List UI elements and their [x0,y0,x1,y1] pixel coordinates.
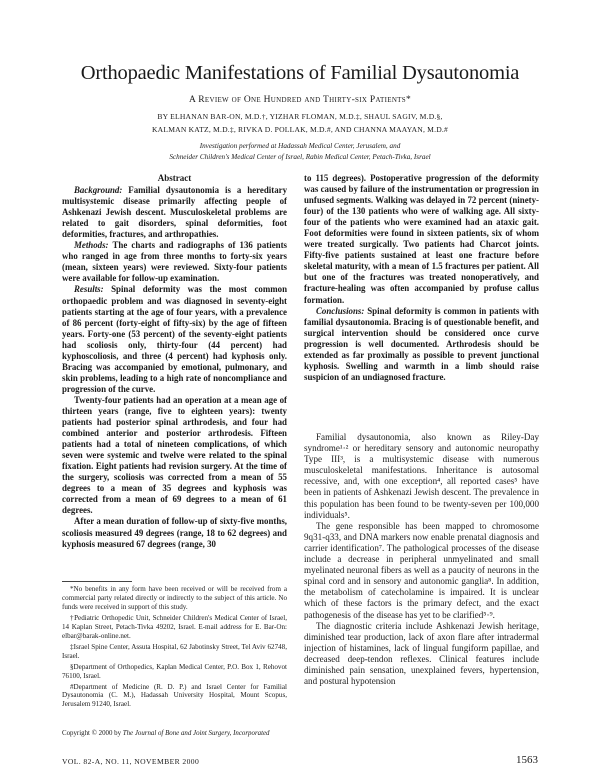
footnote-orthopedics: §Department of Orthopedics, Kaplan Medical Center, P.O. Box 1, Rehovot 76100, Israel. [62,662,287,680]
abstract-conclusions [304,306,539,383]
abstract-heading: Abstract [157,173,192,183]
results-label: Results: [74,284,104,295]
abstract-surgery-paragraph: Twenty-four patients had an operation at a mean age of thirteen years (range, five to eighteen years): twenty patients had posterior spinal arthrodesis, and four had combined anterior and posterior arthrodesis. Fifteen patients had a total of nineteen complications, of which seven were systemic and twelve were related to the spinal fixation. Eight patients had revision surgery. At the time of the surgery, scoliosis was corrected from a mean of 55 degrees to a mean of 35 degrees and kyphosis was corrected from a mean of 69 degrees to a mean of 61 degrees. [62,394,287,516]
abstract-followup-right: to 115 degrees). Postoperative progression of the deformity was caused by failure of the instrumentation or progression in unfused segments. Walking was delayed in 72 percent (ninety-four) of the 130 patients who were of walking age. All sixty-four of the patients who were examined had an ataxic gait. Foot deformities were found in sixteen patients, six of whom were treated surgically. Two patients had Charcot joints. Fifty-five patients sustained at least one fracture before skeletal maturity, with a mean of 1.5 fractures per patient. All but one of the fractures was treated nonoperatively, and fracture-healing was often accompanied by profuse callus formation. [304,173,539,305]
page-number: 1563 [516,754,538,766]
footnote-medicine: #Department of Medicine (R. D. P.) and Israel Center for Familial Dysautonomia (C. M.), Hadassah University Hospital, Mount Scopus, Jerusalem 91240, Israel. [62,682,287,709]
abstract-methods [62,240,287,284]
conclusions-text: Spinal deformity is common in patients with familial dysautonomia. Bracing is of questionable benefit, and surgical intervention should be considered once curve progression is well documented. Arthrodesis should be extended as far proximally as possible to prevent junctional kyphosis. Swelling and warmth in a limb should raise suspicion of an undiagnosed fracture. [304,305,539,382]
footnote-funding: *No benefits in any form have been received or will be received from a commercial party related directly or indirectly to the subject of this article. No funds were received in support of this study. [62,585,287,611]
abstract-background [62,185,287,240]
investigation-line-1: Investigation performed at Hadassah Medical Center, Jerusalem, and [199,142,401,150]
abstract-results [62,284,287,394]
author-list [90,110,510,136]
background-text: Familial dysautonomia is a hereditary multisystemic disease primarily affecting people of Ashkenazi Jewish descent. Musculoskeletal problems are related to gait disorders, spinal deformities, foot deformities, fractures, and arthropathies. [62,185,288,240]
body-paragraph-1: Familial dysautonomia, also known as Riley-Day syndrome¹·² or hereditary sensory and autonomic neuropathy Type III³, is a multisystemic disease with numerous musculoskeletal manifestations. Inheritance is autosomal recessive, and, with one exception⁴, all reported cases⁵ have been in patients of Ashkenazi Jewish descent. The prevalence in this population has been found to be twenty-seven per 100,000 individuals⁵. [304,432,539,520]
results-text: Spinal deformity was the most common orthopaedic problem and was diagnosed in seventy-eight patients starting at the age of four years, with a prevalence of 86 percent (forty-eight of fifty-six) by the age of fifteen years. Forty-one (53 percent) of the seventy-eight patients had scoliosis only, thirty-four (44 percent) had kyphoscoliosis, and three (4 percent) had kyphosis only. Bracing was accompanied by emotional, pulmonary, and skin problems, leading to a high rate of noncompliance and progression of the curve. [62,284,288,394]
investigation-line-2: Schneider Children's Medical Center of Israel, Rabin Medical Center, Petach-Tivka, Israel [169,152,431,161]
methods-label: Methods: [74,240,109,251]
investigation-note [60,141,540,162]
conclusions-label: Conclusions: [316,305,365,316]
authors-line-2: KALMAN KATZ, M.D.‡, RIVKA D. POLLAK, M.D.#, AND CHANNA MAAYAN, M.D.# [152,125,448,134]
footnote-pediatric-unit: †Pediatric Orthopedic Unit, Schneider Children's Medical Center of Israel, 14 Kaplan Street, Petach-Tivka 49202, Israel. E-mail address for E. Bar-On: elbar@barak-online.net. [62,613,287,640]
authors-line-1: BY ELHANAN BAR-ON, M.D.†, YIZHAR FLOMAN, M.D.‡, SHAUL SAGIV, M.D.§, [157,112,443,121]
body-paragraph-2: The gene responsible has been mapped to chromosome 9q31-q33, and DNA markers now enable prenatal diagnosis and carrier identification⁷. The pathological processes of the disease include a decrease in peripheral unmyelinated and small myelinated neuronal fibers as well as a paucity of neurons in the spinal cord and in sensory and autonomic ganglia⁸. In addition, the metabolism of catecholamine is impaired. It is unclear which of these factors is the primary defect, and the exact pathogenesis of the disease has yet to be clarified⁵·⁹. [304,520,539,620]
abstract-followup-left: After a mean duration of follow-up of sixty-five months, scoliosis measured 49 degrees (range, 18 to 62 degrees) and kyphosis measured 67 degrees (range, 30 [62,516,287,549]
journal-name: The Journal of Bone and Joint Surgery, Incorporated [122,730,270,737]
article-subtitle: A Review of One Hundred and Thirty-six Patients* [188,95,412,105]
footnotes [62,585,287,711]
abstract-left-column [62,173,287,550]
issue-info: VOL. 82-A, NO. 11, NOVEMBER 2000 [62,757,200,766]
footnote-spine-center: ‡Israel Spine Center, Assuta Hospital, 62 Jabotinsky Street, Tel Aviv 62748, Israel. [62,642,287,660]
copyright-line [62,730,270,737]
body-paragraph-3: The diagnostic criteria include Ashkenazi Jewish heritage, diminished tear production, lack of axon flare after intradermal injection of histamines, lack of lingual fungiform papillae, and decreased deep-tendon reflexes. Clinical features include diminished pain sensation, unexplained fevers, hypertension, and postural hypotension [304,620,539,687]
copyright-prefix: Copyright © 2000 by [62,730,122,737]
background-label: Background: [74,185,123,196]
article-title: Orthopaedic Manifestations of Familial Dysautonomia [80,62,520,84]
footnote-divider [62,581,132,582]
abstract-right-column [304,173,539,383]
article-body [304,432,539,687]
methods-text: The charts and radiographs of 136 patients who ranged in age from three months to forty-six years (mean, sixteen years) were reviewed. Sixty-four patients were available for follow-up examination. [62,240,288,284]
